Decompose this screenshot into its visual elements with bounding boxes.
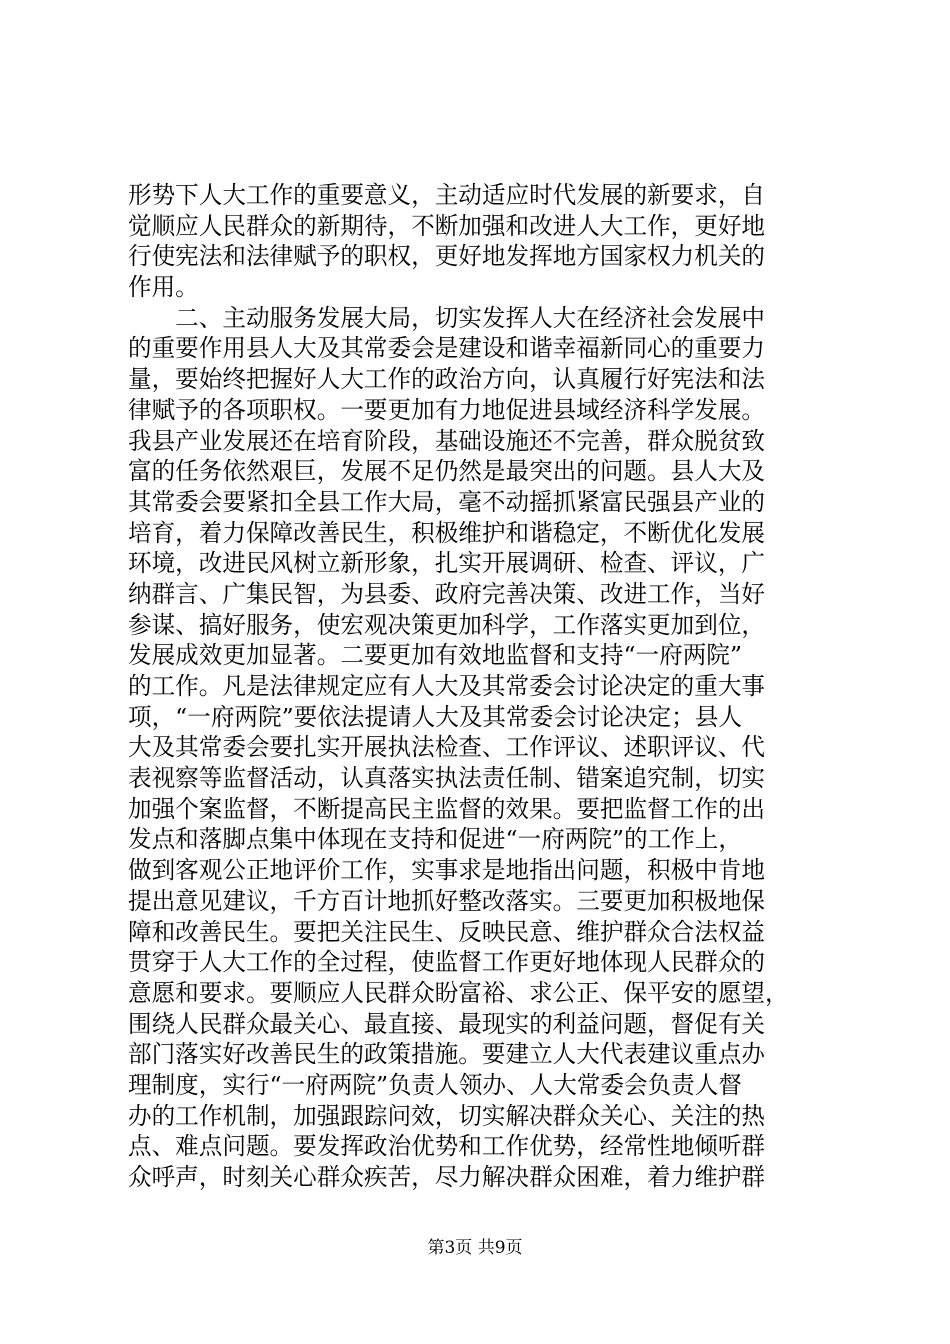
text-line: 环境，改进民风树立新形象，扎实开展调研、检查、评议，广: [128, 549, 766, 578]
text-line: 形势下人大工作的重要意义，主动适应时代发展的新要求，自: [128, 181, 766, 209]
text-line: 二、主动服务发展大局，切实发挥人大在经济社会发展中: [128, 303, 766, 332]
page-number-footer: 第3页 共9页: [427, 1238, 523, 1258]
text-line: 提出意见建议，千方百计地抓好整改落实。三要更加积极地保: [128, 886, 766, 915]
text-line: 项，“一府两院”要依法提请人大及其常委会讨论决定；县人: [128, 702, 742, 731]
text-line: 点、难点问题。要发挥政治优势和工作优势，经常性地倾听群: [128, 1132, 766, 1161]
text-line: 的工作。凡是法律规定应有人大及其常委会讨论决定的重大事: [128, 672, 766, 700]
text-line: 我县产业发展还在培育阶段，基础设施还不完善，群众脱贫致: [128, 426, 766, 455]
text-line: 意愿和要求。要顺应人民群众盼富裕、求公正、保平安的愿望，: [128, 978, 789, 1007]
text-line: 富的任务依然艰巨，发展不足仍然是最突出的问题。县人大及: [128, 457, 766, 486]
text-line: 作用。: [128, 273, 199, 302]
text-line: 部门落实好改善民生的政策措施。要建立人大代表建议重点办: [128, 1040, 766, 1069]
text-line: 纳群言、广集民智，为县委、政府完善决策、改进工作，当好: [128, 579, 766, 608]
text-line: 加强个案监督，不断提高民主监督的效果。要把监督工作的出: [128, 794, 766, 823]
text-line: 参谋、搞好服务，使宏观决策更加科学，工作落实更加到位，: [128, 610, 766, 639]
text-line: 律赋予的各项职权。一要更加有力地促进县域经济科学发展。: [128, 395, 766, 424]
text-line: 围绕人民群众最关心、最直接、最现实的利益问题，督促有关: [128, 1009, 766, 1038]
text-line: 觉顺应人民群众的新期待，不断加强和改进人大工作，更好地: [128, 211, 766, 240]
text-line: 理制度，实行“一府两院”负责人领办、人大常委会负责人督: [128, 1070, 742, 1099]
text-line: 的重要作用县人大及其常委会是建设和谐幸福新同心的重要力: [128, 334, 766, 363]
text-line: 培育，着力保障改善民生，积极维护和谐稳定，不断优化发展: [128, 518, 766, 547]
text-line: 障和改善民生。要把关注民生、反映民意、维护群众合法权益: [128, 917, 766, 946]
text-line: 发点和落脚点集中体现在支持和促进“一府两院”的工作上，: [128, 825, 742, 854]
text-line: 表视察等监督活动，认真落实执法责任制、错案追究制，切实: [128, 764, 766, 793]
body-text: [128, 180, 828, 1193]
text-line: 大及其常委会要扎实开展执法检查、工作评议、述职评议、代: [128, 733, 766, 762]
text-line: 办的工作机制，加强跟踪问效，切实解决群众关心、关注的热: [128, 1101, 766, 1130]
text-line: 行使宪法和法律赋予的职权，更好地发挥地方国家权力机关的: [128, 242, 766, 271]
text-line: 其常委会要紧扣全县工作大局，毫不动摇抓紧富民强县产业的: [128, 487, 766, 516]
text-line: 贯穿于人大工作的全过程，使监督工作更好地体现人民群众的: [128, 948, 766, 977]
text-line: 众呼声，时刻关心群众疾苦，尽力解决群众困难，着力维护群: [128, 1163, 766, 1191]
text-line: 量，要始终把握好人大工作的政治方向，认真履行好宪法和法: [128, 365, 766, 394]
text-line: 做到客观公正地评价工作，实事求是地指出问题，积极中肯地: [128, 856, 766, 885]
text-line: 发展成效更加显著。二要更加有效地监督和支持“一府两院”: [128, 641, 742, 670]
